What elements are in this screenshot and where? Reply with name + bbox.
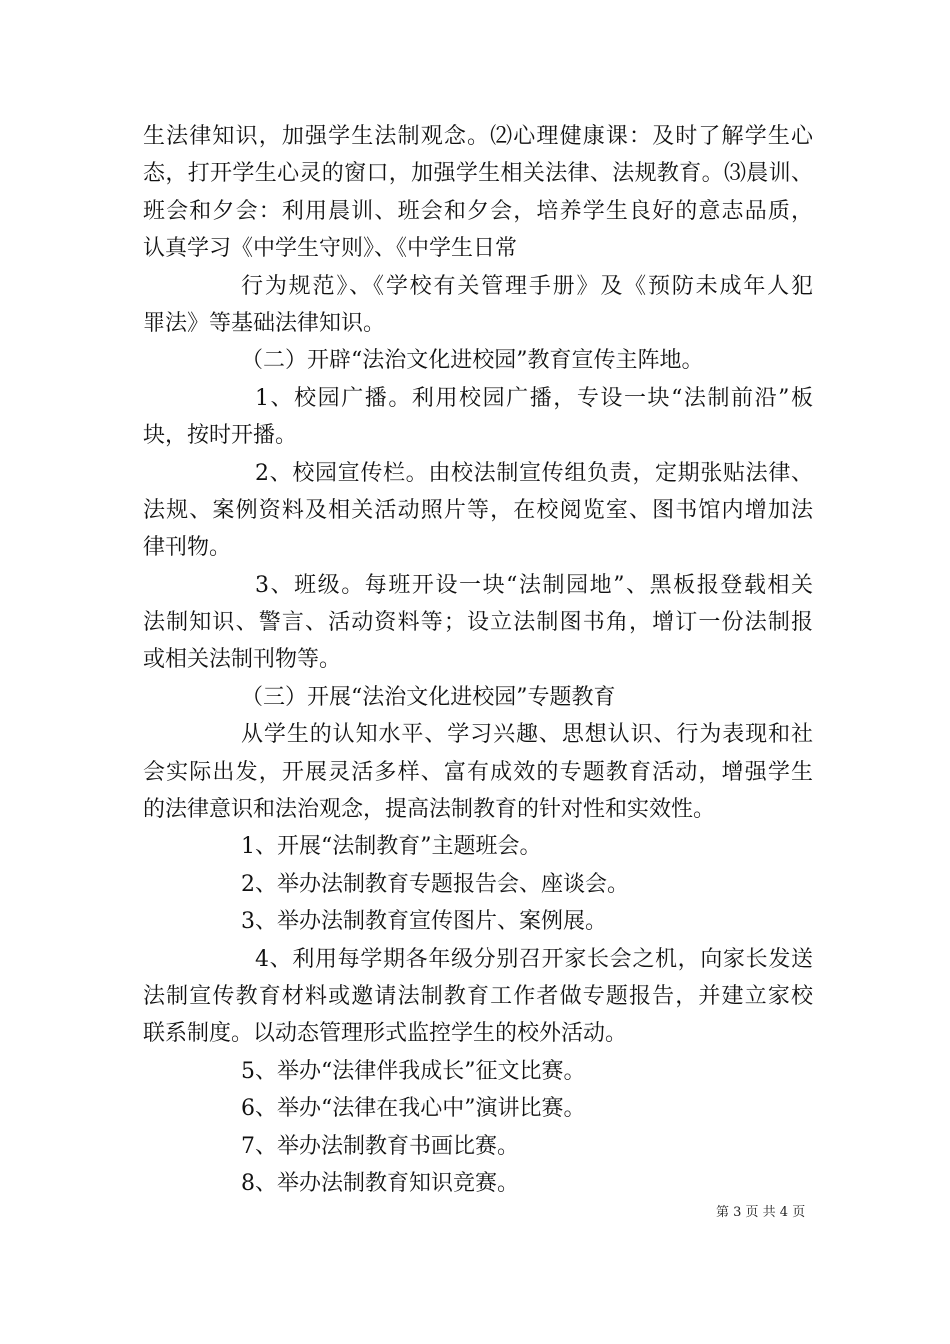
list-item: 8、举办法制教育知识竞赛。 <box>241 1170 519 1196</box>
section-heading: （三）开展“法治文化进校园”专题教育 <box>241 684 616 710</box>
text-line: 罪法》等基础法律知识。 <box>143 310 386 336</box>
text-line: 生法律知识，加强学生法制观念。⑵心理健康课：及时了解学生心 <box>143 124 813 149</box>
section-heading: （二）开辟“法治文化进校园”教育宣传主阵地。 <box>241 348 704 374</box>
text-line: 法规、案例资料及相关活动照片等，在校阅览室、图书馆内增加法 <box>143 497 813 523</box>
list-item: 6、举办“法律在我心中”演讲比赛。 <box>241 1096 586 1122</box>
text-line: 法制宣传教育材料或邀请法制教育工作者做专题报告，并建立家校 <box>143 983 813 1009</box>
list-item: 3、举办法制教育宣传图片、案例展。 <box>241 909 607 935</box>
text-line: 班会和夕会：利用晨训、班会和夕会，培养学生良好的意志品质， <box>143 198 813 224</box>
body-text <box>143 118 813 1202</box>
list-item: 2、举办法制教育专题报告会、座谈会。 <box>241 871 629 897</box>
text-line: 2、校园宣传栏。由校法制宣传组负责，定期张贴法律、 <box>255 460 813 486</box>
list-item: 4、利用每学期各年级分别召开家长会之机，向家长发送 <box>255 946 813 972</box>
text-line: 1、校园广播。利用校园广播，专设一块“法制前沿”板 <box>255 385 813 411</box>
text-line: 从学生的认知水平、学习兴趣、思想认识、行为表现和社 <box>241 722 813 748</box>
text-line: 态，打开学生心灵的窗口，加强学生相关法律、法规教育。⑶晨训、 <box>143 161 813 187</box>
text-line: 律刊物。 <box>143 535 232 561</box>
text-line: 或相关法制刊物等。 <box>143 647 342 673</box>
text-line: 3、班级。每班开设一块“法制园地”、黑板报登载相关 <box>255 572 813 598</box>
list-item: 1、开展“法制教育”主题班会。 <box>241 834 542 860</box>
list-item: 7、举办法制教育书画比赛。 <box>241 1133 519 1159</box>
text-line: 的法律意识和法治观念，提高法制教育的针对性和实效性。 <box>143 797 716 823</box>
text-line: 行为规范》、《学校有关管理手册》及《预防未成年人犯 <box>241 273 813 299</box>
page-number: 第 3 页 共 4 页 <box>716 1205 806 1220</box>
list-item: 5、举办“法律伴我成长”征文比赛。 <box>241 1058 586 1084</box>
text-line: 认真学习《中学生守则》、《中学生日常 <box>143 236 518 262</box>
text-line: 法制知识、警言、活动资料等；设立法制图书角，增订一份法制报 <box>143 610 813 636</box>
text-line: 会实际出发，开展灵活多样、富有成效的专题教育活动，增强学生 <box>143 759 813 785</box>
text-line: 联系制度。以动态管理形式监控学生的校外活动。 <box>143 1021 628 1047</box>
text-line: 块，按时开播。 <box>143 423 298 449</box>
